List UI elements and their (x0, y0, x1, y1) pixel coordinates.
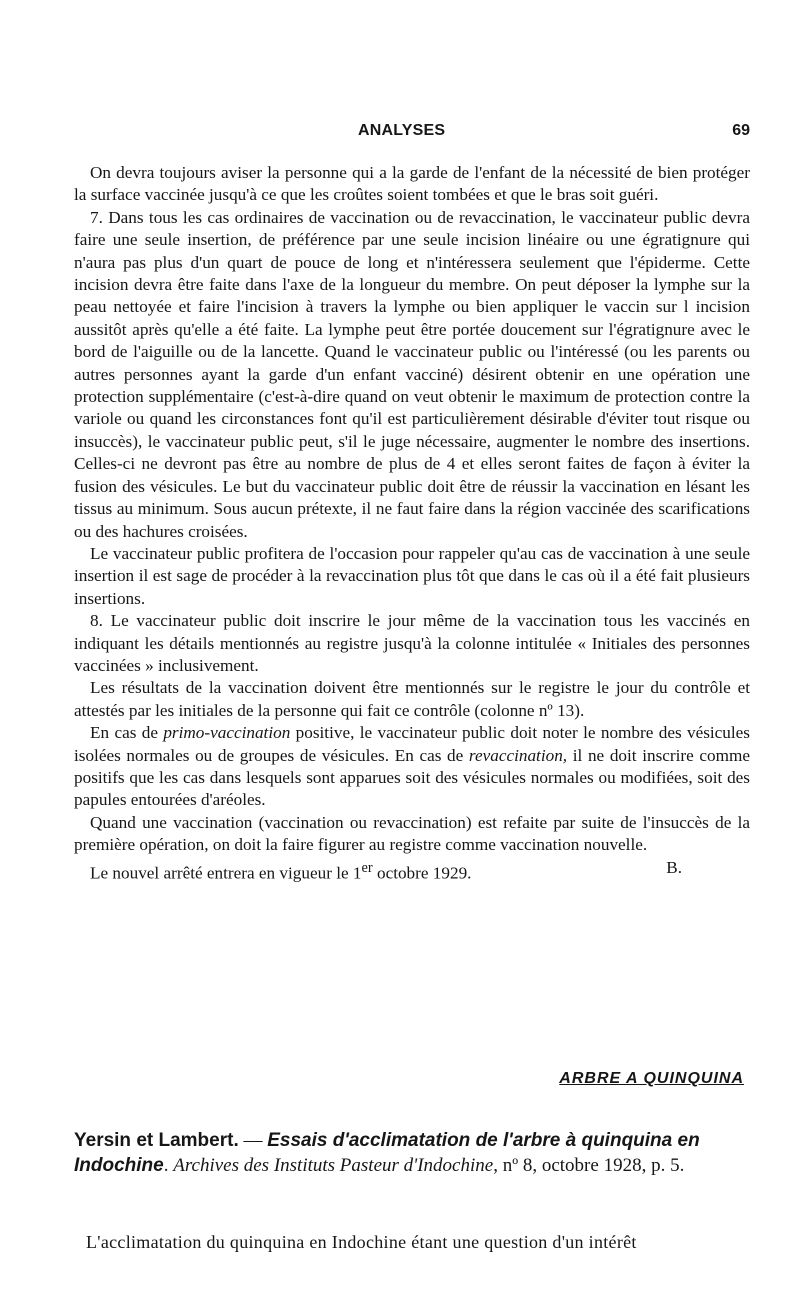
closing-text-after: octobre 1929. (372, 863, 472, 883)
closing-text-before: Le nouvel arrêté entrera en vigueur le 1 (90, 863, 362, 883)
reference-article-title: Essais d'acclimatation de l'arbre à quinquina en Indochine (74, 1130, 700, 1176)
closing-superscript: er (361, 859, 373, 876)
reference-dash: — (238, 1130, 268, 1151)
page-number: 69 (732, 122, 750, 139)
primo-text-b: positive, le vaccinateur public doit noter le nombre des vésicules isolées normales ou de groupes de vésicules. En cas de (74, 723, 750, 765)
reference-period: . (163, 1155, 174, 1176)
paragraph-primo-vaccination (74, 722, 750, 812)
paragraph-article-7: 7. Dans tous les cas ordinaires de vaccination ou de revaccination, le vaccinateur public devra faire une seule insertion, de préférence par une seule incision linéaire ou une égratignure qui n'aura pas plus d'un quart de pouce de long et n'intéressera seulement que l'épiderme. Cette incision devra être faite dans l'axe de la longueur du membre. On peut déposer la lymphe sur la peau nettoyée et faire l'incision à travers la lymphe ou bien appliquer le vaccin sur l incision aussitôt après qu'elle a été faite. La lymphe peut être portée doucement sur l'égratignure avec le bord de l'aiguille ou de la lancette. Quand le vaccinateur public ou l'intéressé (ou les parents ou autres personnes ayant la garde d'un enfant vacciné) désirent obtenir en une opération une protection supplémentaire (c'est-à-dire quand on veut obtenir le maximum de protection contre la variole ou quand les circonstances font qu'il est particulièrement désirable d'éviter tout risque ou insuccès), le vaccinateur public peut, s'il le juge nécessaire, augmenter le nombre des insertions. Celles-ci ne devront pas être au nombre de plus de 4 et elles seront faites de façon à éviter la fusion des vésicules. Le but du vaccinateur public doit être de réussir la vaccination en lésant les tissus au minimum. Sous aucun prétexte, il ne faut faire dans la région vaccinée des scarifications ou des hachures croisées. (74, 207, 750, 541)
paragraph-guard: On devra toujours aviser la personne qui a la garde de l'enfant de la nécessité de bien protéger la surface vaccinée jusqu'à ce que les croûtes soient tombées et que le bras soit guéri. (74, 163, 750, 205)
paragraph-article-8: 8. Le vaccinateur public doit inscrire le jour même de la vaccination tous les vaccinés en indiquant les détails mentionnés au registre jusqu'à la colonne intitulée « Initiales des personnes vaccinées » inclusivement. (74, 611, 750, 675)
reference-authors: Yersin et Lambert. (74, 1130, 239, 1151)
section-heading: ANALYSES (358, 122, 446, 139)
primo-text-c: il ne doit inscrire comme positifs que les cas dans lesquels sont apparues soit des vésicules normales ou modifiées, soit des papules entourées d'aréoles. (74, 745, 750, 810)
signature: B. (666, 857, 682, 877)
paragraph-repeat-vaccination: Quand une vaccination (vaccination ou revaccination) est refaite par suite de l'insuccès de la première opération, on doit la faire figurer au registre comme vaccination nouvelle. (74, 812, 750, 855)
revaccination-term: revaccination, (468, 745, 568, 765)
body-text (74, 162, 750, 885)
bibliographic-reference (74, 1128, 750, 1178)
closing-line (74, 857, 750, 885)
reference-line-1 (74, 1128, 750, 1178)
abstract-first-line: L'acclimatation du quinquina en Indochine étant une question d'un intérêt (86, 1232, 637, 1252)
paragraph-revaccination-advice: Le vaccinateur public profitera de l'occasion pour rappeler qu'au cas de vaccination à une seule insertion il est sage de procéder à la revaccination plus tôt que dans le cas où il a été fait plusieurs insertions. (74, 543, 750, 608)
primo-text-a: En cas de (90, 723, 164, 743)
primo-term: primo-vaccination (163, 723, 291, 743)
reference-details: , nº 8, octobre 1928, p. 5. (493, 1155, 685, 1176)
running-header (74, 118, 750, 144)
section-title: ARBRE A QUINQUINA (559, 1070, 744, 1087)
section-title-wrap (74, 1070, 750, 1088)
reference-journal: Archives des Instituts Pasteur d'Indochine (173, 1155, 494, 1176)
closing-text (74, 857, 471, 885)
paragraph-results: Les résultats de la vaccination doivent être mentionnés sur le registre le jour du contrôle et attestés par les initiales de la personne qui fait ce contrôle (colonne nº 13). (74, 678, 750, 720)
